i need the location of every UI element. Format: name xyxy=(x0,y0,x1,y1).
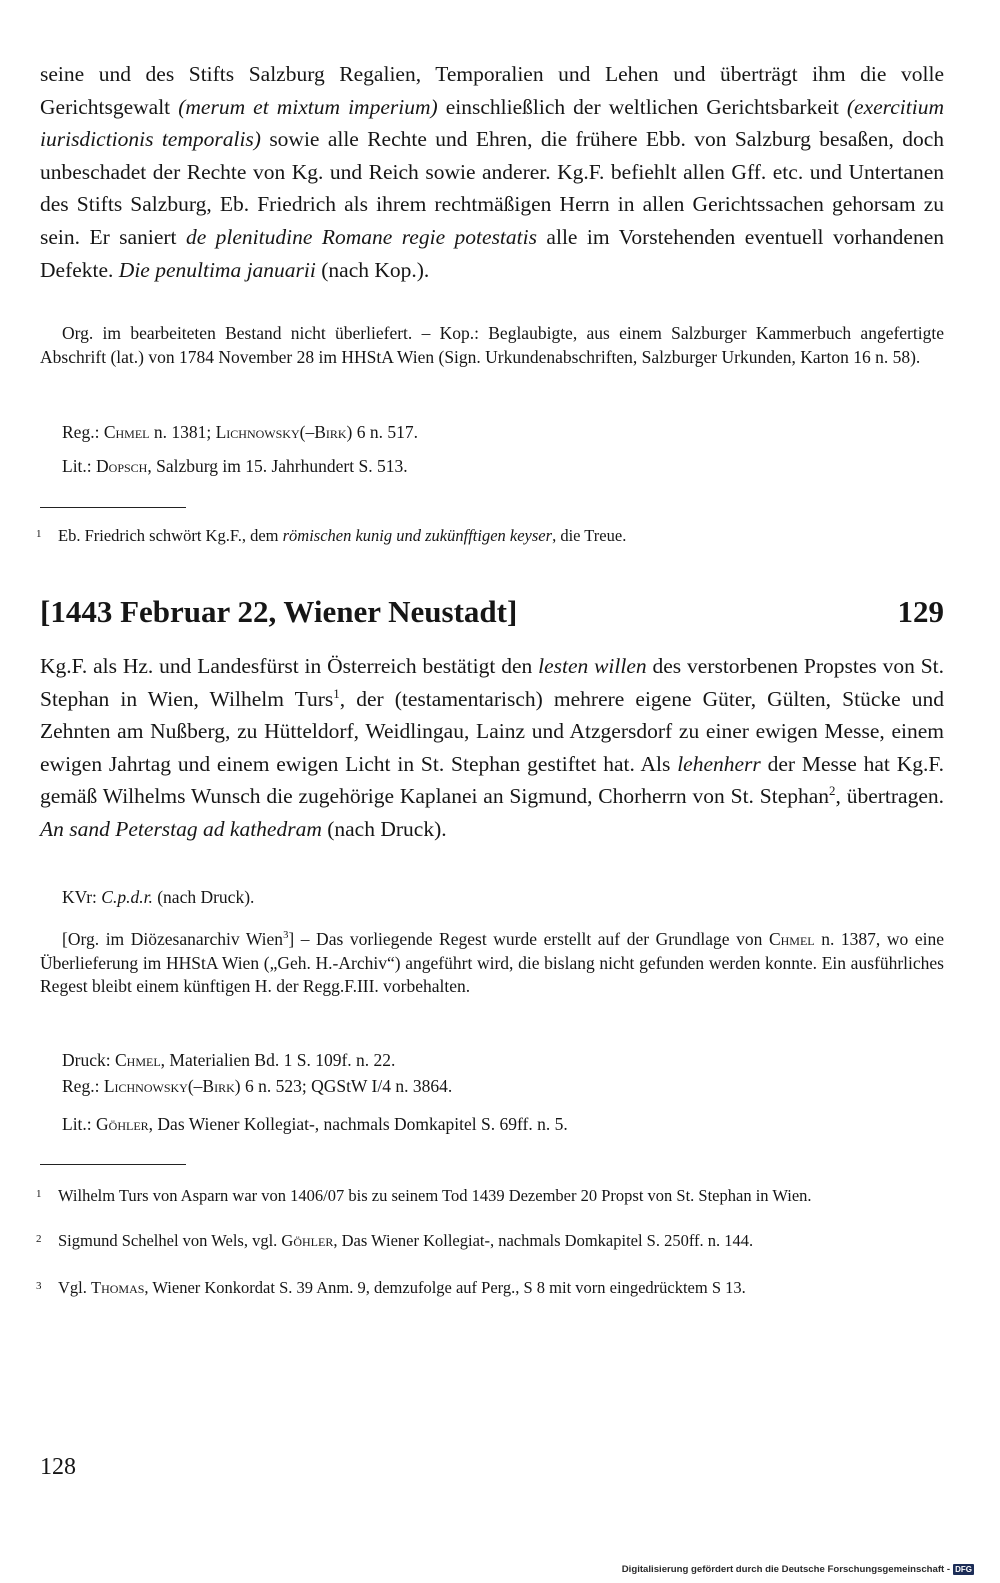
lit-label: Lit.: xyxy=(62,456,97,476)
author-name: Lichnowsky(–Birk) xyxy=(103,1076,241,1096)
footnote-ref: 3 xyxy=(283,930,289,942)
text-run: (nach Druck). xyxy=(321,816,447,841)
regest-number: 129 xyxy=(897,594,944,629)
latin-phrase: (exercitium iurisdictionis temporalis) xyxy=(40,94,944,152)
text-run: des verstorbenen Propstes von St. Stephan in Wien, Wilhelm Turs xyxy=(40,654,945,711)
org-note: n. 1387, wo eine Überlieferung im HHStA Wien („Geh. H.-Archiv“) angeführt wird, die bislang nicht gefunden werden konnte. Ein ausführliches Regest bleibt einem künftigen H. der Regg.F.III. vorbehalten. xyxy=(40,929,945,996)
text-run: (nach Kop.). xyxy=(315,257,430,282)
reg-label: Reg.: xyxy=(62,1076,104,1096)
reg-line xyxy=(40,421,944,445)
org-note-block xyxy=(40,322,944,369)
regest-129-body xyxy=(40,650,944,846)
text-run: Kg.F. als Hz. und Landesfürst in Österreich bestätigt den xyxy=(40,654,539,678)
text-run: , übertragen. xyxy=(835,784,944,809)
quoted-phrase: lehenherr xyxy=(677,751,761,776)
citation: 6 n. 523; QGStW I/4 n. 3864. xyxy=(240,1076,453,1096)
kvr-line xyxy=(40,886,944,910)
footnote-number: 1 xyxy=(36,1188,42,1200)
footnote-text: , Wiener Konkordat S. 39 Anm. 9, demzufolge auf Perg., S 8 mit vorn eingedrücktem S 13. xyxy=(144,1278,746,1297)
text-run: alle im Vorstehenden eventuell vorhandenen Defekte. xyxy=(40,224,944,282)
dating-clause: Die penultima januarii xyxy=(118,257,316,282)
org-note: ] – Das vorliegende Regest wurde erstellt auf der Grundlage von xyxy=(288,929,769,949)
regest-text xyxy=(40,650,944,846)
footnote-number: 1 xyxy=(36,528,42,540)
regest-text xyxy=(40,58,944,286)
citation: , Materialien Bd. 1 S. 109f. n. 22. xyxy=(160,1050,396,1070)
footnote-text: Wilhelm Turs von Asparn war von 1406/07 bis zu seinem Tod 1439 Dezember 20 Propst von St. Stephan in Wien. xyxy=(58,1186,812,1205)
funding-note: Digitalisierung gefördert durch die Deutsche Forschungsgemeinschaft - xyxy=(621,1564,951,1575)
regest-128-continuation xyxy=(40,58,944,286)
footnote xyxy=(36,1279,944,1297)
author-name: Chmel xyxy=(103,422,150,442)
druck-label: Druck: xyxy=(62,1050,115,1070)
citation: 6 n. 517. xyxy=(352,422,418,442)
digitization-footer xyxy=(622,1562,974,1578)
org-note-block xyxy=(40,928,944,999)
citation: n. 1381; xyxy=(149,422,216,442)
footnote xyxy=(36,527,944,545)
footnote-ref: 1 xyxy=(333,686,340,701)
citation: , Das Wiener Kollegiat-, nachmals Domkapitel S. 69ff. n. 5. xyxy=(148,1114,568,1134)
author-name: Lichnowsky(–Birk) xyxy=(215,422,353,442)
regest-date-place: [1443 Februar 22, Wiener Neustadt] xyxy=(40,594,518,629)
org-note: [Org. im Diözesanarchiv Wien xyxy=(62,929,284,949)
lit-line xyxy=(40,455,944,479)
author-name: Chmel xyxy=(114,1050,161,1070)
footnote-text: Eb. Friedrich schwört Kg.F., dem xyxy=(58,526,283,545)
reg-line xyxy=(40,1075,944,1099)
regest-heading xyxy=(40,592,944,632)
footnote-divider xyxy=(40,1164,186,1165)
author-name: Thomas xyxy=(91,1278,145,1297)
latin-phrase: de plenitudine Romane regie potestatis xyxy=(185,224,537,249)
author-name: Göhler xyxy=(281,1231,334,1250)
footnote-text: Sigmund Schelhel von Wels, vgl. xyxy=(58,1231,282,1250)
kvr-label: KVr: xyxy=(62,887,102,907)
footnote-number: 2 xyxy=(36,1233,42,1245)
quoted-phrase: römischen kunig und zukünfftigen keyser xyxy=(282,526,553,545)
lit-line xyxy=(40,1113,944,1137)
author-name: Göhler xyxy=(96,1114,149,1134)
author-name: Chmel xyxy=(768,929,815,949)
text-run: sowie alle Rechte und Ehren, die frühere Ebb. von Salzburg besaßen, doch unbeschadet der Rechte von Kg. und Reich sowie anderer. Kg.F. befiehlt allen Gff. etc. und Untertanen des Stifts Salzburg, Eb. Friedrich als ihrem rechtmäßigen Herrn in allen Gerichtssachen gehorsam zu sein. Er saniert xyxy=(40,127,944,249)
author-name: Dopsch xyxy=(96,456,148,476)
dfg-logo: DFG xyxy=(955,1564,972,1574)
kvr-value: C.p.d.r. xyxy=(101,887,153,907)
text-run: seine und des Stifts Salzburg Regalien, Temporalien und Lehen und überträgt ihm die volle Gerichtsgewalt xyxy=(40,62,944,119)
quoted-phrase: lesten willen xyxy=(538,654,647,678)
footnote-divider xyxy=(40,507,186,508)
text-run: einschließlich der weltlichen Gerichtsbarkeit xyxy=(437,94,847,119)
citation: (nach Druck). xyxy=(152,887,255,907)
org-note: Org. im bearbeiteten Bestand nicht überliefert. – Kop.: Beglaubigte, aus einem Salzburger Kammerbuch angefertigte Abschrift (lat.) von 1784 November 28 im HHStA Wien (Sign. Urkundenabschriften, Salzburger Urkunden, Karton 16 n. 58). xyxy=(40,323,944,367)
latin-phrase: (merum et mixtum imperium) xyxy=(178,94,438,119)
druck-line xyxy=(40,1049,944,1073)
footnote-ref: 2 xyxy=(829,784,836,799)
citation: , Salzburg im 15. Jahrhundert S. 513. xyxy=(147,456,408,476)
text-run: , der (testamentarisch) mehrere eigene Güter, Gülten, Stücke und Zehnten am Nußberg, zu Hütteldorf, Weidlingau, Lainz und Atzgersdorf zu einer ewigen Messe, einem ewigen Jahrtag und einem ewigen Licht in St. Stephan gestiftet hat. Als xyxy=(40,686,944,776)
text-run: der Messe hat Kg.F. gemäß Wilhelms Wunsch die zugehörige Kaplanei an Sigmund, Chorherrn von St. Stephan xyxy=(40,751,944,809)
footnote-text: Vgl. xyxy=(58,1278,91,1297)
lit-label: Lit.: xyxy=(62,1114,97,1134)
footnote xyxy=(36,1187,944,1205)
footnote-text: , Das Wiener Kollegiat-, nachmals Domkapitel S. 250ff. n. 144. xyxy=(333,1231,754,1250)
reg-label: Reg.: xyxy=(62,422,104,442)
footnote-text: , die Treue. xyxy=(552,526,627,545)
dating-clause: An sand Peterstag ad kathedram xyxy=(40,816,322,841)
footnote xyxy=(36,1232,944,1250)
footnote-number: 3 xyxy=(36,1280,42,1292)
page-number: 128 xyxy=(40,1454,76,1480)
